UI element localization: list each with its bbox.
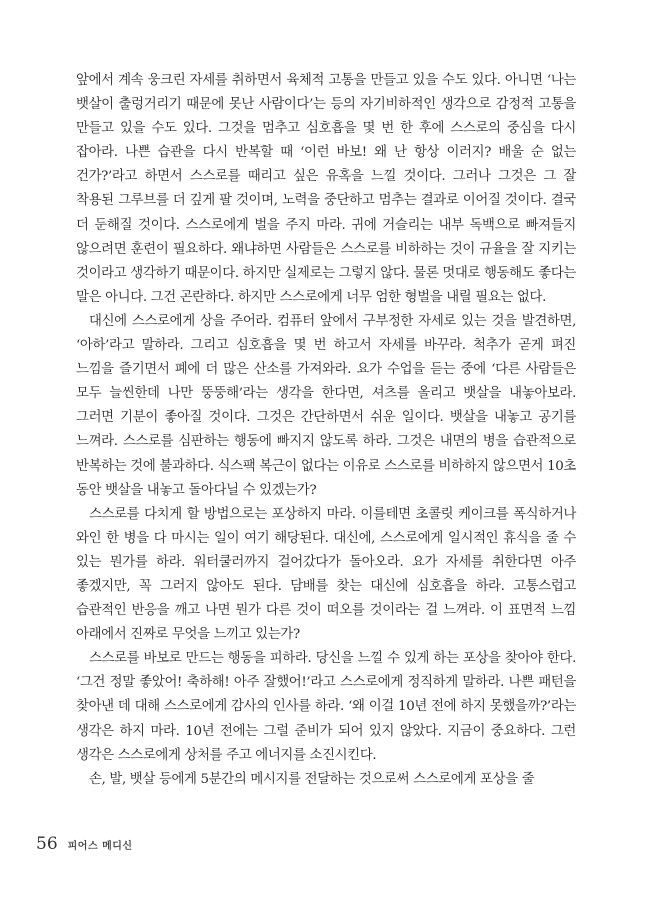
running-title: 피어스 메디신 xyxy=(67,841,133,852)
paragraph: 스스로를 다치게 할 방법으로는 포상하지 마라. 이를테면 초콜릿 케이크를 폭식하거나 와인 한 병을 다 마시는 일이 여기 해당된다. 대신에, 스스로에게 일시적인 휴식을 줄 수 있는 뭔가를 하라. 워터쿨러까지 걸어갔다가 돌아오라. 요가 자세를 취한다면 아주 좋겠지만, 꼭 그러지 않아도 된다. 담배를 찾는 대신에 심호흡을 하라. 고통스럽고 습관적인 반응을 깨고 나면 뭔가 다른 것이 떠오를 것이라는 걸 느껴라. 이 표면적 느낌 아래에서 진짜로 무엇을 느끼고 있는가? xyxy=(76,506,576,643)
paragraph: 대신에 스스로에게 상을 주어라. 컴퓨터 앞에서 구부정한 자세로 있는 것을 발견하면, ‘아하’라고 말하라. 그리고 심호흡을 몇 번 하고서 자세를 바꾸라. 척추가 곧게 펴진 느낌을 즐기면서 폐에 더 많은 산소를 가져와라. 요가 수업을 듣는 중에 ‘다른 사람들은 모두 늘씬한데 나만 뚱뚱해’라는 생각을 한다면, 셔츠를 올리고 뱃살을 내놓아보라. 그러면 기분이 좋아질 것이다. 그것은 간단하면서 쉬운 일이다. 뱃살을 내놓고 공기를 느껴라. 스스로를 심판하는 행동에 빠지지 않도록 하라. 그것은 내면의 병을 습관적으로 반복하는 것에 불과하다. 식스팩 복근이 없다는 이유로 스스로를 비하하지 않으면서 10초 동안 뱃살을 내놓고 돌아다닐 수 있겠는가? xyxy=(76,313,576,498)
page-number: 56 xyxy=(36,834,58,854)
page-footer xyxy=(36,834,133,854)
body-text xyxy=(76,69,576,792)
paragraph: 손, 발, 뱃살 등에게 5분간의 메시지를 전달하는 것으로써 스스로에게 포상을 줄 xyxy=(89,771,535,787)
paragraph: 스스로를 바보로 만드는 행동을 피하라. 당신을 느낄 수 있게 하는 포상을 찾아야 한다. ‘그건 정말 좋았어! 축하해! 아주 잘했어!’라고 스스로에게 정직하게 말하라. 나쁜 패턴을 찾아낸 데 대해 스스로에게 감사의 인사를 하라. ‘왜 이걸 10년 전에 하지 못했을까?’라는 생각은 하지 마라. 10년 전에는 그럴 준비가 되어 있지 않았다. 지금이 중요하다. 그런 생각은 스스로에게 상처를 주고 에너지를 소진시킨다. xyxy=(76,651,576,763)
paragraph: 앞에서 계속 웅크린 자세를 취하면서 육체적 고통을 만들고 있을 수도 있다. 아니면 ‘나는 뱃살이 출렁거리기 때문에 못난 사람이다’는 등의 자기비하적인 생각으로 감정적 고통을 만들고 있을 수도 있다. 그것을 멈추고 심호흡을 몇 번 한 후에 스스로의 중심을 다시 잡아라. 나쁜 습관을 다시 반복할 때 ‘이런 바보! 왜 난 항상 이러지? 배울 순 없는 건가?’라고 하면서 스스로를 때리고 싶은 유혹을 느낄 것이다. 그러나 그것은 그 잘 착용된 그루브를 더 깊게 팔 것이며, 노력을 중단하고 멈추는 결과로 이어질 것이다. 결국 더 둔해질 것이다. 스스로에게 벌을 주지 마라. 귀에 거슬리는 내부 독백으로 빠져들지 않으려면 훈련이 필요하다. 왜냐하면 사람들은 스스로를 비하하는 것이 규율을 잘 지키는 것이라고 생각하기 때문이다. 하지만 실제로는 그렇지 않다. 물론 멋대로 행동해도 좋다는 말은 아니다. 그건 곤란하다. 하지만 스스로에게 너무 엄한 형벌을 내릴 필요는 없다. xyxy=(76,73,576,305)
